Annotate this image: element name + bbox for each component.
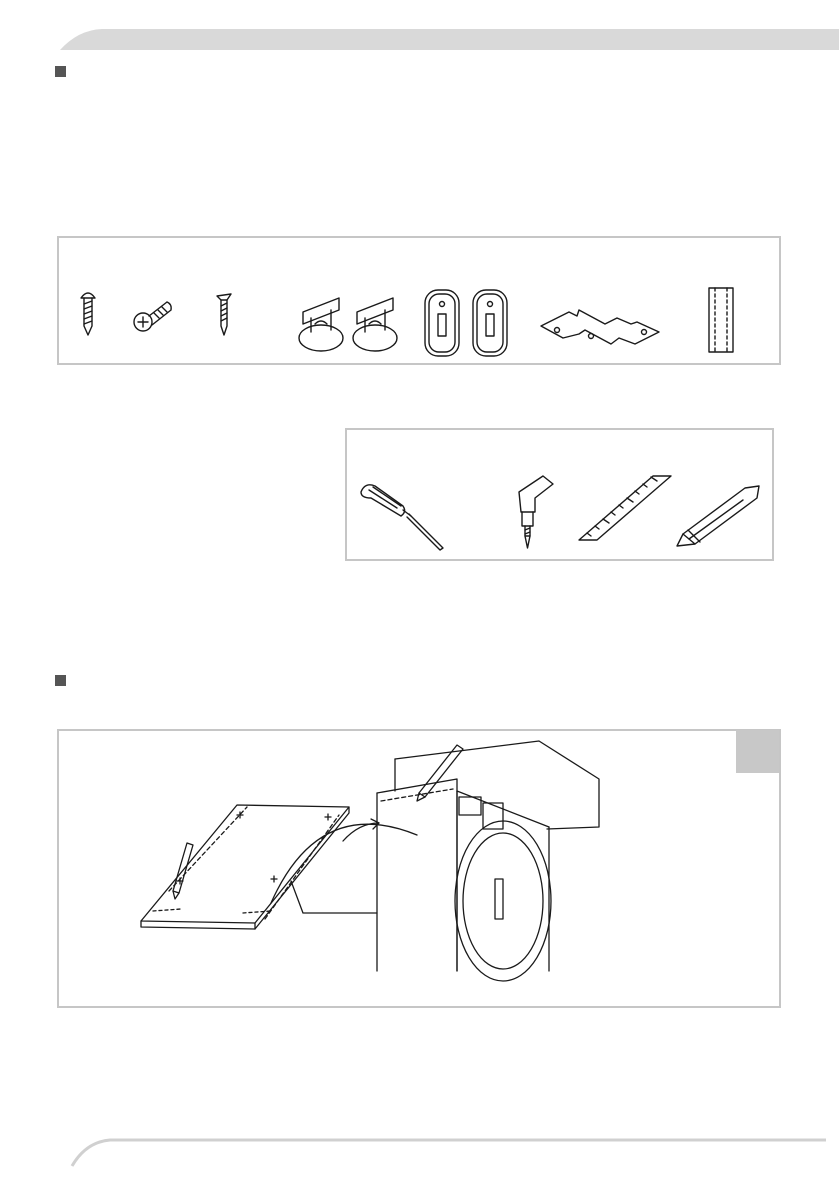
connecting-bracket-icon: [541, 310, 659, 344]
footer-band: [0, 1130, 839, 1191]
template-board-illustration: [141, 805, 349, 929]
template-strip-icon: [709, 288, 733, 352]
countersunk-screw-icon: [217, 294, 231, 335]
phillips-screw-icon: [134, 302, 171, 331]
tools-illustration: [347, 430, 772, 559]
screwdriver-icon: [361, 485, 443, 550]
leader-line: [291, 881, 377, 913]
ruler-icon: [579, 476, 671, 540]
door-template-marking-illustration: [59, 731, 779, 1006]
square-bullet-icon: [55, 675, 66, 686]
figure-panel: [57, 729, 781, 1008]
mounting-plate-pair-icon: [425, 290, 507, 356]
square-bullet-icon: [55, 66, 66, 77]
parts-illustration: [59, 238, 779, 363]
round-head-screw-icon: [81, 293, 95, 335]
pencil-icon: [677, 486, 759, 546]
hinge-bracket-pair-icon: [299, 298, 397, 351]
figure-number-badge: [736, 730, 779, 773]
drill-icon: [519, 476, 553, 548]
transfer-arrow: [271, 824, 417, 903]
parts-panel: [57, 236, 781, 365]
door-panel-illustration: [377, 779, 457, 971]
header-band: [0, 0, 839, 60]
tools-panel: [345, 428, 774, 561]
washing-machine-illustration: [395, 741, 599, 981]
